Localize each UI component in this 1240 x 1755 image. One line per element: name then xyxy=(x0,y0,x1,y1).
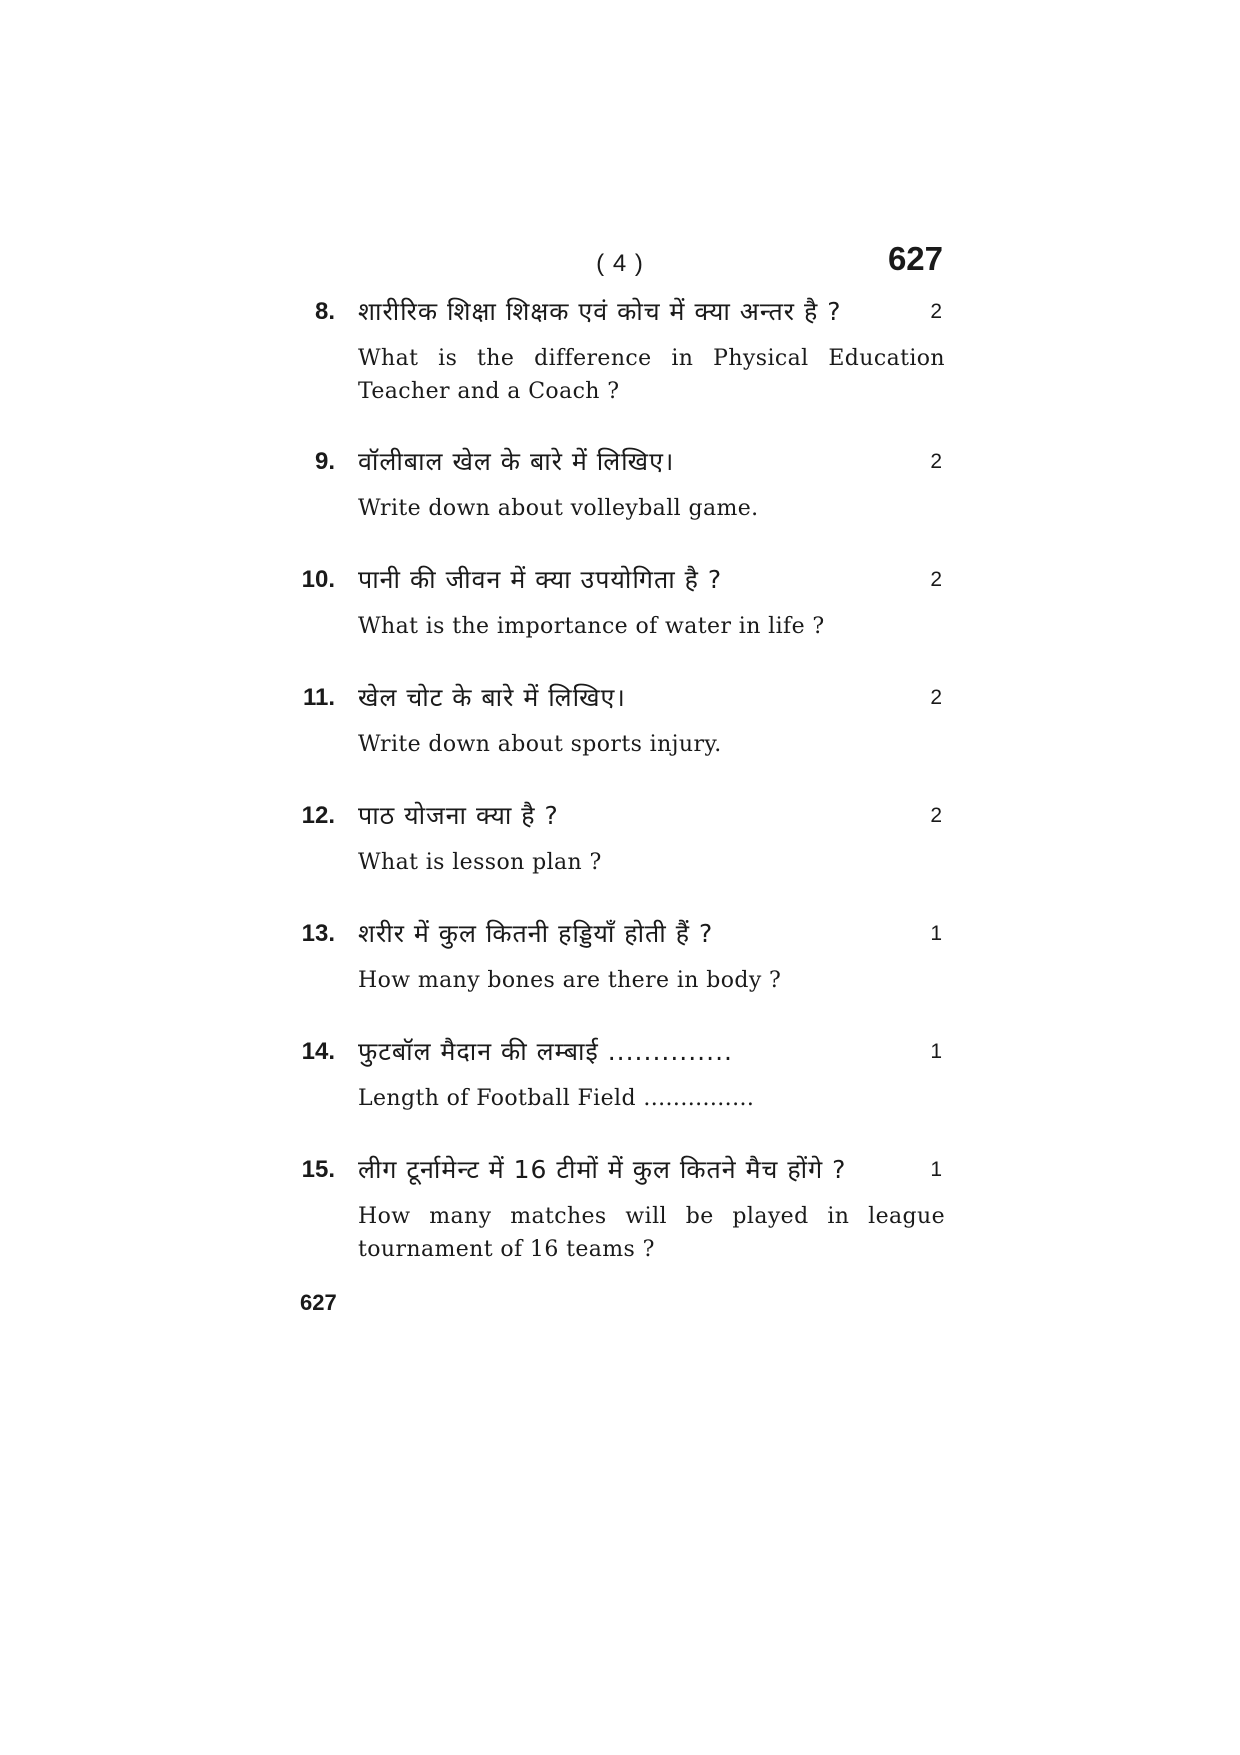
question-english: How many matches will be played in league tournament of 16 teams ? xyxy=(358,1204,945,1262)
question-11 xyxy=(290,678,945,761)
question-marks: 2 xyxy=(930,568,942,591)
question-hindi: खेल चोट के बारे में लिखिए। xyxy=(358,683,626,712)
question-number: 11. xyxy=(302,684,335,711)
question-8 xyxy=(290,292,945,408)
question-10 xyxy=(290,560,945,643)
question-hindi: वॉलीबाल खेल के बारे में लिखिए। xyxy=(358,447,675,476)
question-marks: 1 xyxy=(930,922,942,945)
question-number: 8. xyxy=(314,298,335,325)
question-hindi: शरीर में कुल कितनी हड्डियाँ होती हैं ? xyxy=(358,919,714,948)
question-number: 14. xyxy=(301,1038,335,1065)
question-14 xyxy=(290,1032,945,1115)
question-number: 10. xyxy=(301,566,335,593)
question-9 xyxy=(290,442,945,525)
question-15 xyxy=(290,1150,945,1266)
question-hindi: पाठ योजना क्या है ? xyxy=(358,801,559,830)
question-english: Write down about sports injury. xyxy=(358,732,722,757)
question-marks: 1 xyxy=(930,1040,942,1063)
question-marks: 2 xyxy=(930,686,942,709)
question-hindi: पानी की जीवन में क्या उपयोगिता है ? xyxy=(358,565,723,594)
question-english: How many bones are there in body ? xyxy=(358,968,782,993)
question-13 xyxy=(290,914,945,997)
question-english: What is the difference in Physical Education Teacher and a Coach ? xyxy=(358,346,945,404)
question-marks: 2 xyxy=(930,300,942,323)
question-hindi: लीग टूर्नामेन्ट में 16 टीमों में कुल कितने मैच होंगे ? xyxy=(358,1155,847,1184)
question-number: 12. xyxy=(301,802,335,829)
question-english: What is the importance of water in life ? xyxy=(358,614,825,639)
question-english: Length of Football Field ............... xyxy=(358,1086,755,1111)
question-hindi: फुटबॉल मैदान की लम्बाई .............. xyxy=(358,1037,733,1066)
question-english: Write down about volleyball game. xyxy=(358,496,759,521)
paper-code-header: 627 xyxy=(887,240,943,277)
question-english: What is lesson plan ? xyxy=(358,850,602,875)
page-number: ( 4 ) xyxy=(596,250,644,277)
question-12 xyxy=(290,796,945,879)
question-marks: 2 xyxy=(930,450,942,473)
question-number: 13. xyxy=(301,920,335,947)
question-hindi: शारीरिक शिक्षा शिक्षक एवं कोच में क्या अन्तर है ? xyxy=(358,297,842,326)
question-marks: 2 xyxy=(930,804,942,827)
question-marks: 1 xyxy=(930,1158,942,1181)
paper-code-footer: 627 xyxy=(300,1290,337,1315)
question-number: 9. xyxy=(314,448,335,475)
question-number: 15. xyxy=(301,1156,335,1183)
